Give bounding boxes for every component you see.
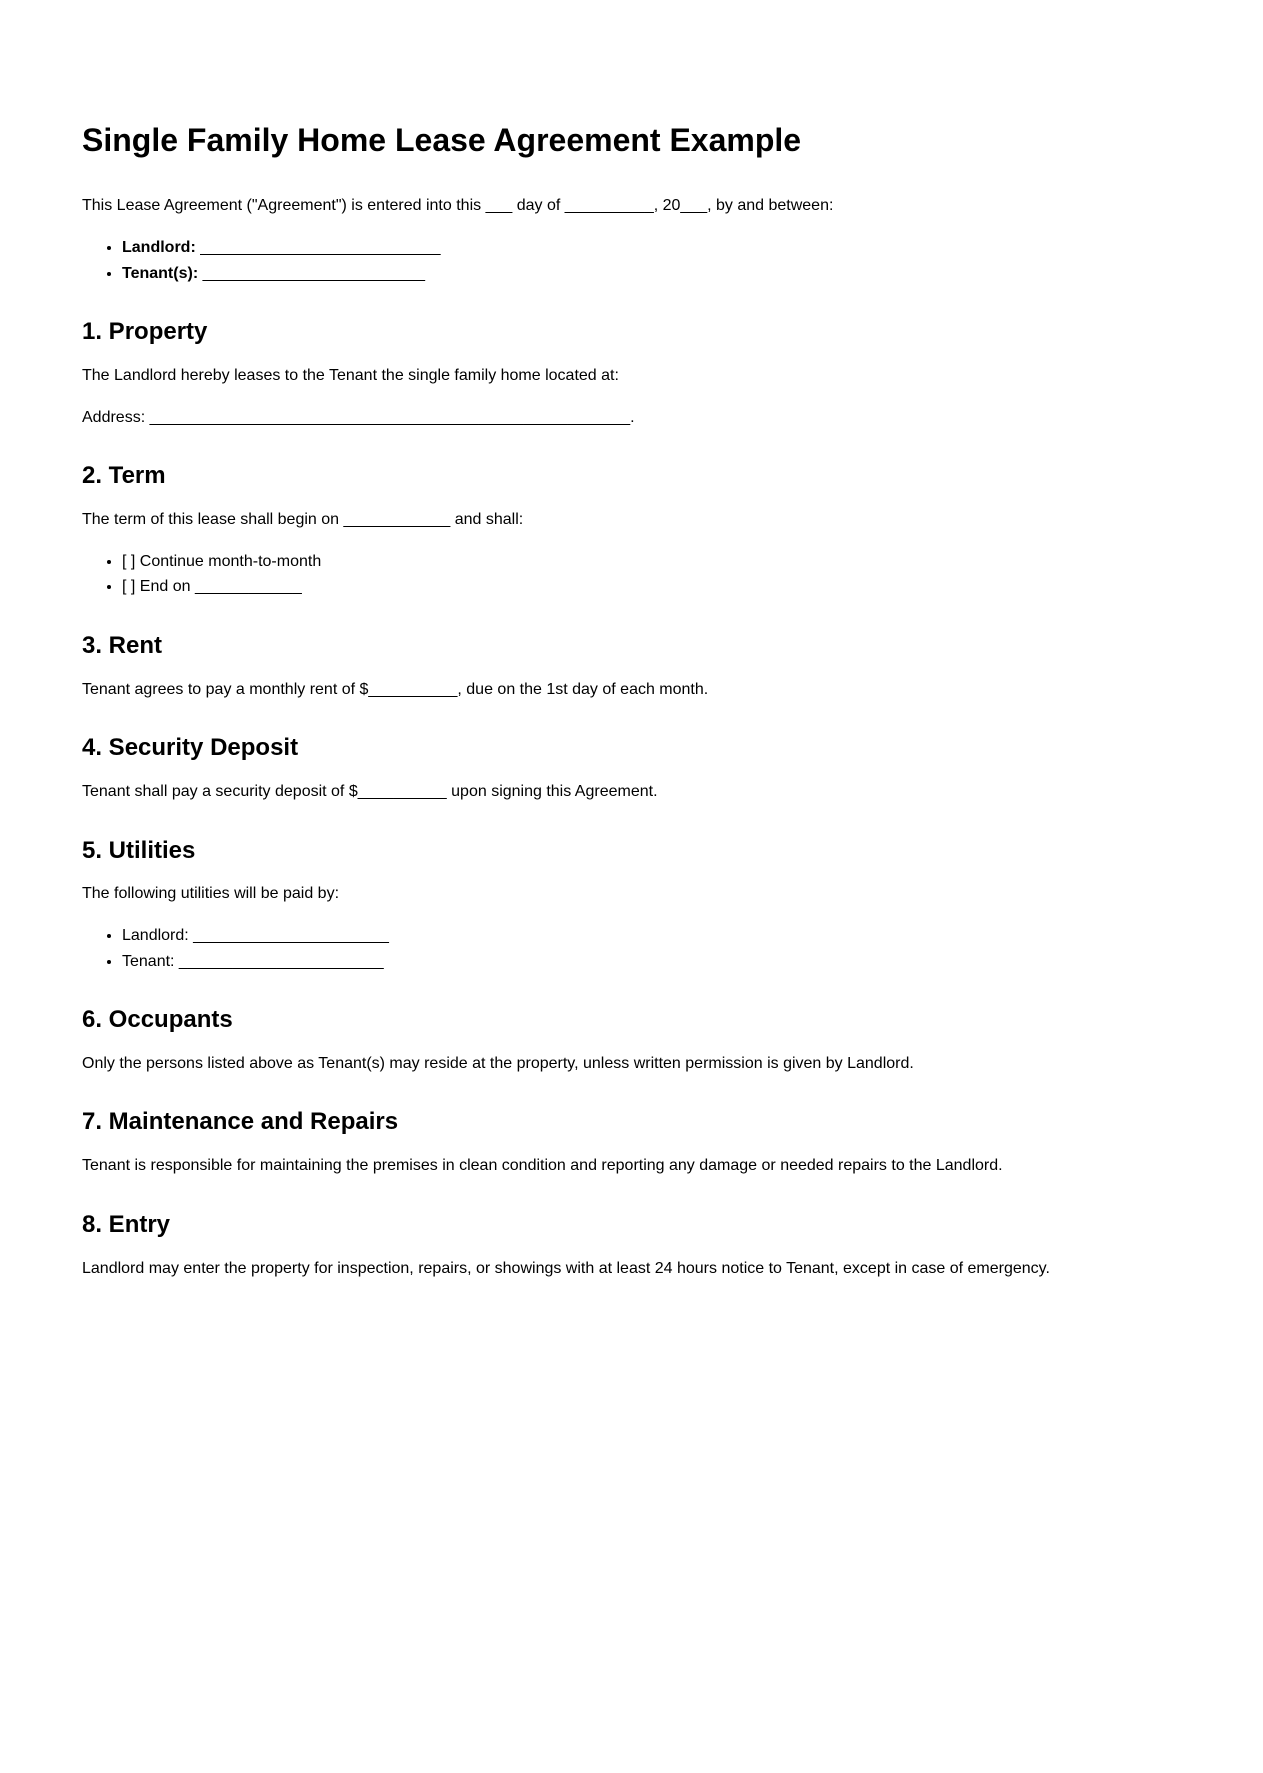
party-landlord-label: Landlord: (122, 238, 196, 256)
term-options-list (82, 549, 1202, 600)
section-heading-rent: 3. Rent (82, 631, 163, 659)
rent-text: Tenant agrees to pay a monthly rent of $__________, due on the 1st day of each month. (82, 680, 709, 698)
document-title: Single Family Home Lease Agreement Example (82, 122, 802, 158)
section-heading-utilities: 5. Utilities (82, 836, 196, 864)
party-landlord-blank: ___________________________ (195, 238, 441, 256)
utilities-payer-tenant: • Tenant: _______________________ (122, 949, 1202, 975)
section-heading-term: 2. Term (82, 462, 166, 490)
property-address: Address: ______________________________________________________. (82, 408, 635, 426)
term-option-end-on: • [ ] End on ____________ (122, 574, 1202, 600)
property-text: The Landlord hereby leases to the Tenant the single family home located at: (82, 366, 619, 384)
section-heading-entry: 8. Entry (82, 1210, 171, 1238)
section-heading-occupants: 6. Occupants (82, 1006, 233, 1034)
maintenance-text: Tenant is responsible for maintaining the premises in clean condition and reporting any damage or needed repairs to the Landlord. (82, 1157, 1003, 1175)
utilities-text: The following utilities will be paid by: (82, 885, 340, 903)
occupants-text: Only the persons listed above as Tenant(s) may reside at the property, unless written permission is given by Landlord. (82, 1054, 914, 1072)
section-heading-property: 1. Property (82, 318, 208, 346)
party-landlord (122, 235, 1202, 261)
entry-text: Landlord may enter the property for inspection, repairs, or showings with at least 24 hours notice to Tenant, except in case of emergency. (82, 1259, 1050, 1277)
utilities-payers-list (82, 923, 1202, 974)
party-tenant (122, 261, 1202, 287)
utilities-payer-landlord: • Landlord: ______________________ (122, 923, 1202, 949)
intro-paragraph: This Lease Agreement ("Agreement") is entered into this ___ day of __________, 20___, by and between: (82, 197, 834, 215)
party-tenant-blank: _________________________ (198, 264, 426, 282)
section-heading-maintenance: 7. Maintenance and Repairs (82, 1108, 399, 1136)
term-option-month-to-month: • [ ] Continue month-to-month (122, 549, 1202, 575)
deposit-text: Tenant shall pay a security deposit of $__________ upon signing this Agreement. (82, 782, 658, 800)
section-heading-security-deposit: 4. Security Deposit (82, 734, 299, 762)
parties-list (82, 235, 1202, 286)
party-tenant-label: Tenant(s): (122, 264, 199, 282)
term-text: The term of this lease shall begin on ____________ and shall: (82, 510, 524, 528)
